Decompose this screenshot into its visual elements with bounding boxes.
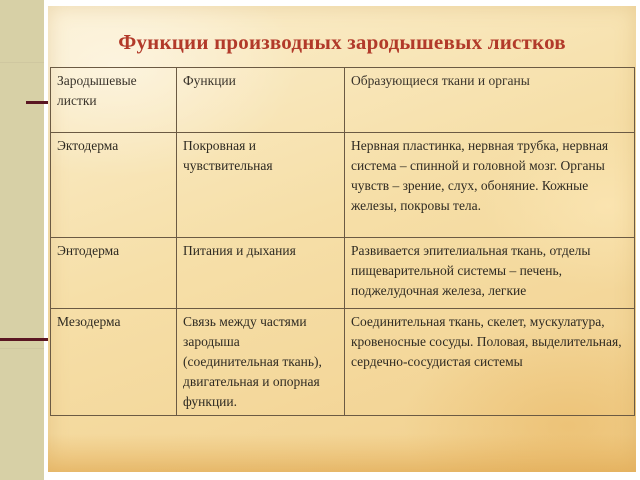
header-cell-germ-layers: Зародышевые листки bbox=[51, 68, 177, 133]
table-row bbox=[51, 238, 635, 309]
cell-layer-name: Энтодерма bbox=[51, 238, 177, 309]
slide bbox=[48, 6, 636, 472]
table-row bbox=[51, 133, 635, 238]
header-cell-tissues-organs: Образующиеся ткани и органы bbox=[345, 68, 635, 133]
cell-functions: Питания и дыхания bbox=[177, 238, 345, 309]
cell-tissues-organs: Соединительная ткань, скелет, мускулатура, кровеносные сосуды. Половая, выделительная, сердечно-сосудистая системы bbox=[345, 309, 635, 416]
germ-layers-table bbox=[50, 67, 635, 416]
cell-layer-name: Мезодерма bbox=[51, 309, 177, 416]
header-cell-functions: Функции bbox=[177, 68, 345, 133]
slide-title: Функции производных зародышевых листков bbox=[118, 30, 566, 54]
left-band-rule bbox=[0, 348, 44, 349]
left-band-rule bbox=[0, 62, 44, 63]
slide-background-shade bbox=[48, 434, 636, 472]
table-header-row bbox=[51, 68, 635, 133]
cell-functions: Связь между частями зародыша (соединительная ткань), двигательная и опорная функции. bbox=[177, 309, 345, 416]
cell-layer-name: Эктодерма bbox=[51, 133, 177, 238]
table-row bbox=[51, 309, 635, 416]
accent-dash bbox=[26, 101, 50, 104]
cell-tissues-organs: Нервная пластинка, нервная трубка, нервная система – спинной и головной мозг. Органы чувств – зрение, слух, обоняние. Кожные железы, покровы тела. bbox=[345, 133, 635, 238]
cell-functions: Покровная и чувствительная bbox=[177, 133, 345, 238]
left-decorative-band bbox=[0, 0, 44, 480]
accent-dash bbox=[0, 338, 50, 341]
cell-tissues-organs: Развивается эпителиальная ткань, отделы пищеварительной системы – печень, поджелудочная железа, легкие bbox=[345, 238, 635, 309]
